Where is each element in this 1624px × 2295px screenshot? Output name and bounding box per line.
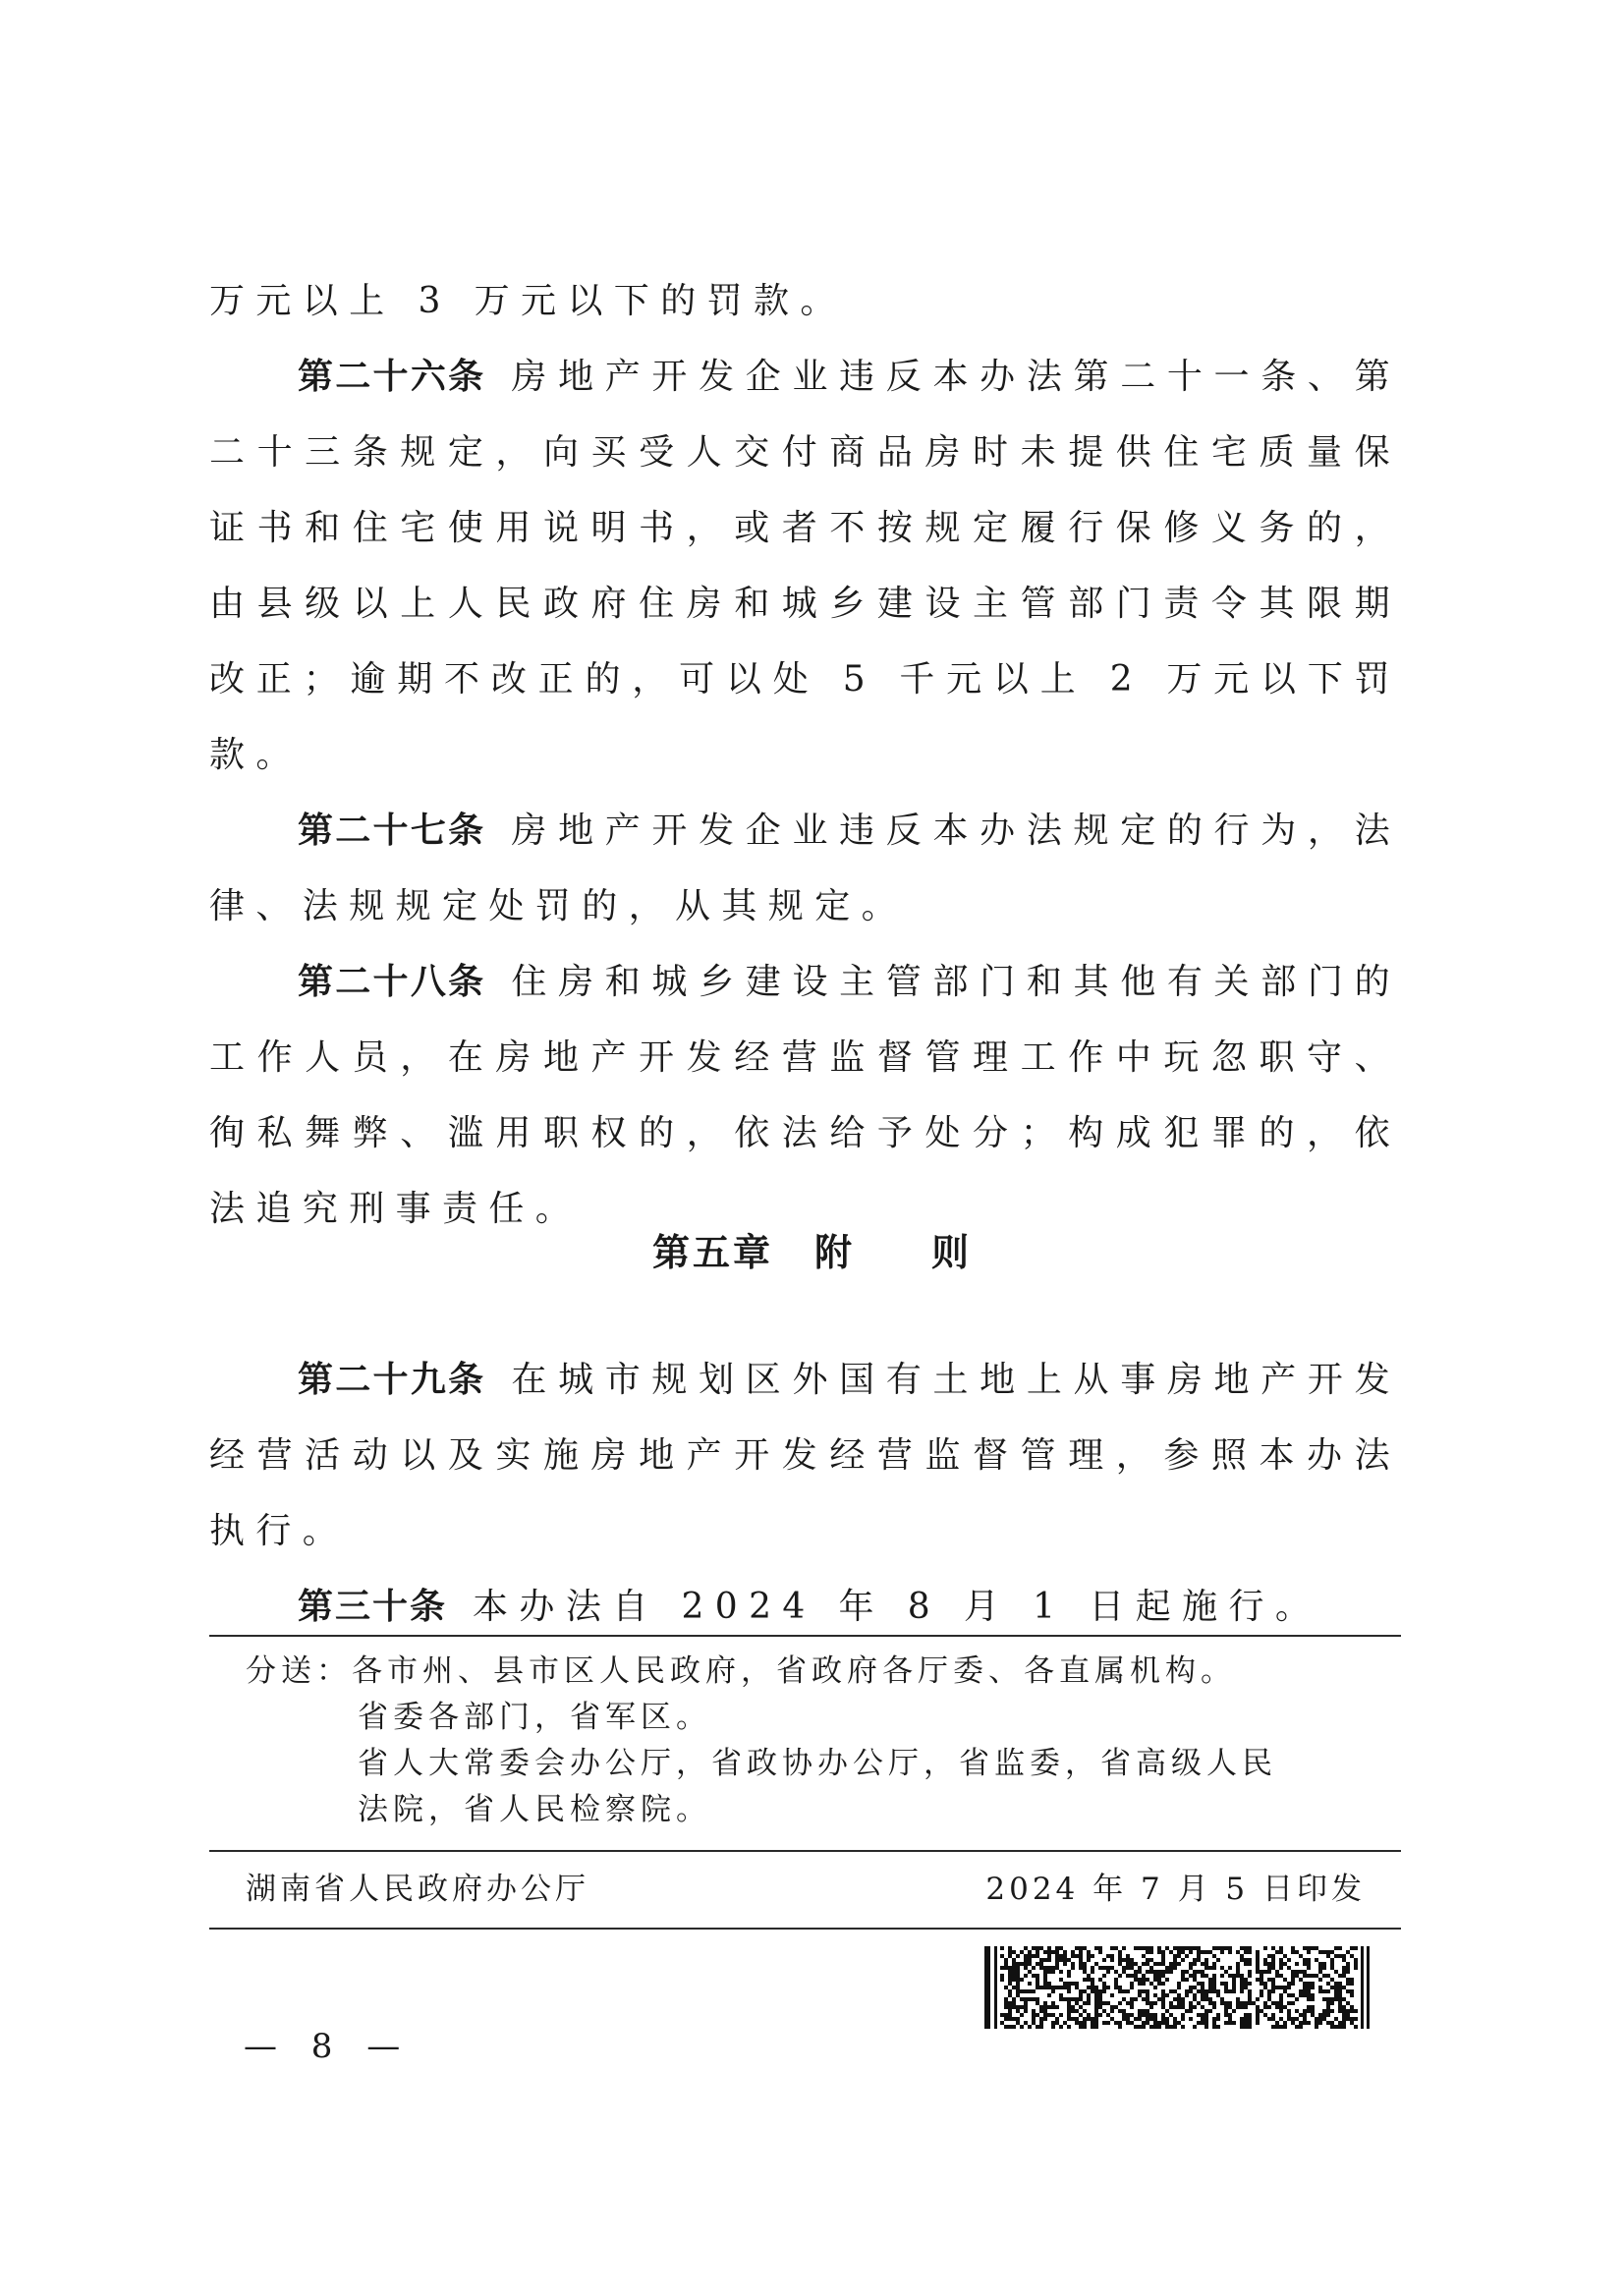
distribution-recipients-1: 各市州、县市区人民政府，省政府各厅委、各直属机构。 xyxy=(352,1653,1236,1689)
articles-block-2 xyxy=(209,1342,1401,1645)
article-29 xyxy=(209,1342,1401,1569)
article-30 xyxy=(209,1569,1401,1645)
chapter-title-char-2: 则 xyxy=(931,1231,973,1274)
distribution-top-rule xyxy=(209,1635,1401,1637)
issuer-row xyxy=(246,1865,1366,1914)
article-26-text: 房地产开发企业违反本办法第二十一条、第二十三条规定，向买受人交付商品房时未提供住宅质量保证书和住宅使用说明书，或者不按规定履行保修义务的，由县级以上人民政府住房和城乡建设主管部门责令其限期改正；逾期不改正的，可以处 5 千元以上 2 万元以下罚款。 xyxy=(209,357,1401,775)
article-26 xyxy=(209,339,1401,793)
article-30-heading: 第三十条 xyxy=(298,1587,448,1627)
issue-date: 2024 年 7 月 5 日印发 xyxy=(985,1872,1366,1907)
article-27-heading: 第二十七条 xyxy=(298,811,486,851)
distribution-label: 分送： xyxy=(246,1653,352,1689)
article-27 xyxy=(209,793,1401,944)
article-28-text: 住房和城乡建设主管部门和其他有关部门的工作人员，在房地产开发经营监督管理工作中玩忽职守、徇私舞弊、滥用职权的，依法给予处分；构成犯罪的，依法追究刑事责任。 xyxy=(209,962,1401,1229)
article-29-heading: 第二十九条 xyxy=(298,1360,486,1400)
article-30-text: 本办法自 2024 年 8 月 1 日起施行。 xyxy=(473,1587,1322,1627)
distribution-list xyxy=(246,1649,1375,1833)
issuer-bottom-rule xyxy=(209,1928,1401,1930)
article-25-continuation: 万元以上 3 万元以下的罚款。 xyxy=(209,281,847,321)
article-27-text: 房地产开发企业违反本办法规定的行为，法律、法规规定处罚的，从其规定。 xyxy=(209,811,1401,926)
distribution-line-4: 法院，省人民检察院。 xyxy=(358,1792,711,1827)
distribution-line-3: 省人大常委会办公厅，省政协办公厅，省监委，省高级人民 xyxy=(358,1746,1277,1781)
article-28 xyxy=(209,944,1401,1247)
article-28-heading: 第二十八条 xyxy=(298,962,486,1002)
article-29-text: 在城市规划区外国有土地上从事房地产开发经营活动以及实施房地产开发经营监督管理，参照本办法执行。 xyxy=(209,1360,1401,1551)
chapter-heading xyxy=(0,1223,1624,1282)
chapter-title-char-1: 附 xyxy=(813,1231,855,1274)
articles-block-1 xyxy=(209,263,1401,1247)
page-number: — 8 — xyxy=(244,2027,413,2066)
issuer-name: 湖南省人民政府办公厅 xyxy=(246,1872,589,1907)
issuer-top-rule xyxy=(209,1850,1401,1852)
distribution-line-2: 省委各部门，省军区。 xyxy=(358,1700,711,1735)
barcode-image xyxy=(984,1946,1370,2029)
article-26-heading: 第二十六条 xyxy=(298,357,486,397)
distribution-line-1 xyxy=(246,1649,1375,1695)
chapter-number: 第五章 xyxy=(651,1231,773,1274)
